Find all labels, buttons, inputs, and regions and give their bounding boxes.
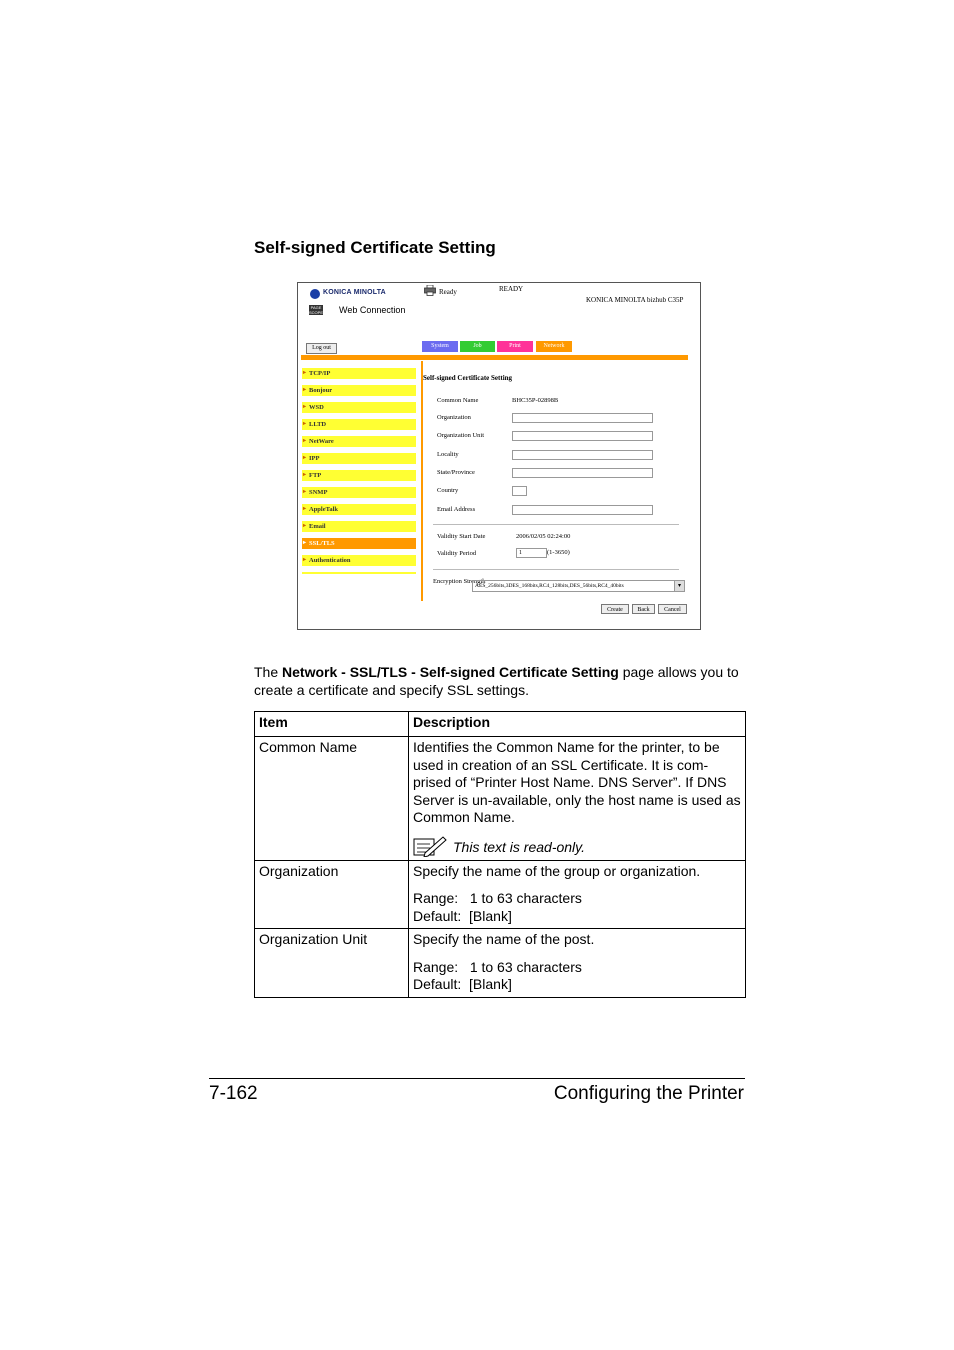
encryption-strength-label: Encryption Strength: [433, 578, 486, 585]
tab-network[interactable]: Network: [536, 341, 572, 352]
item-cell: Organization Unit: [255, 929, 409, 998]
range-text: Range: 1 to 63 characters: [413, 890, 582, 906]
chevron-down-icon[interactable]: ▾: [674, 581, 684, 591]
app-name: Web Connection: [339, 305, 406, 315]
validity-start-value: 2006/02/05 02:24:00: [516, 533, 571, 540]
state-input[interactable]: [512, 468, 653, 478]
column-header-description: Description: [409, 712, 746, 737]
form-divider-2: [433, 569, 679, 570]
encryption-strength-value: AES_256bits,3DES_168bits,RC4_128bits,DES_56bits,RC4_40bits: [475, 583, 624, 589]
nav-item-tcpip[interactable]: ▸ TCP/IP: [302, 368, 416, 379]
back-button[interactable]: Back: [632, 604, 655, 614]
country-label: Country: [437, 487, 459, 494]
tab-system[interactable]: System: [422, 341, 458, 352]
common-name-label: Common Name: [437, 397, 479, 404]
konica-minolta-logo-icon: [310, 289, 320, 299]
intro-paragraph: [254, 664, 746, 699]
description-text: Identifies the Common Name for the printer, to be used in creation of an SSL Certificate. It is com- prised of “Printer Host Name. DNS Server”. If DNS Server is un-available, only the host name is used as Common Name.: [413, 739, 741, 825]
status-text: READY: [499, 285, 524, 293]
table-row: [255, 737, 746, 861]
column-header-item: Item: [255, 712, 409, 737]
create-button[interactable]: Create: [601, 604, 629, 614]
table-row: [255, 860, 746, 929]
brand-name: KONICA MINOLTA: [323, 289, 386, 296]
intro-text-end: page allows you to create a certificate and specify SSL settings.: [254, 664, 739, 698]
description-cell: [409, 860, 746, 929]
organization-label: Organization: [437, 414, 471, 421]
intro-text-start: The: [254, 664, 283, 680]
settings-table: [254, 711, 746, 998]
note-pencil-icon: [413, 835, 447, 857]
tab-job[interactable]: Job: [460, 341, 495, 352]
validity-period-range: (1-3650): [547, 549, 570, 556]
web-connection-screenshot: [297, 282, 701, 630]
country-input[interactable]: [512, 486, 527, 496]
range-default: [413, 959, 741, 994]
note-text: This text is read-only.: [453, 839, 586, 855]
default-text: Default: [Blank]: [413, 907, 512, 924]
footer-title: Configuring the Printer: [553, 1083, 744, 1104]
printer-icon: [424, 285, 436, 296]
item-cell: Common Name: [255, 737, 409, 861]
tab-underline-bar: [301, 355, 688, 360]
encryption-strength-select[interactable]: [472, 580, 685, 592]
table-row: [255, 929, 746, 998]
tab-print[interactable]: Print: [497, 341, 533, 352]
organization-input[interactable]: [512, 413, 653, 423]
nav-item-ssl-tls[interactable]: ▸ SSL/TLS: [302, 538, 416, 549]
email-input[interactable]: [512, 505, 653, 515]
nav-bottom-rule: [302, 572, 416, 574]
organization-unit-label: Organization Unit: [437, 432, 484, 439]
intro-page-path: Network - SSL/TLS - Self-signed Certificate Setting: [282, 664, 619, 680]
description-text: Specify the name of the post.: [413, 931, 595, 947]
nav-item-ftp[interactable]: ▸ FTP: [302, 470, 416, 481]
nav-item-snmp[interactable]: ▸ SNMP: [302, 487, 416, 498]
common-name-value: BHC35P-02898B: [512, 397, 559, 404]
locality-input[interactable]: [512, 450, 653, 460]
validity-period-input[interactable]: 1: [516, 548, 547, 558]
validity-period-label: Validity Period: [437, 550, 477, 557]
default-text: Default: [Blank]: [413, 976, 512, 992]
sidebar-divider: [421, 361, 423, 601]
email-label: Email Address: [437, 506, 476, 513]
validity-start-label: Validity Start Date: [437, 533, 486, 540]
footer-rule: [209, 1078, 745, 1079]
nav-item-wsd[interactable]: ▸ WSD: [302, 402, 416, 413]
printer-model: KONICA MINOLTA bizhub C35P: [586, 296, 684, 304]
range-default: [413, 890, 741, 925]
nav-item-email[interactable]: ▸ Email: [302, 521, 416, 532]
range-text: Range: 1 to 63 characters: [413, 958, 582, 975]
note: [413, 835, 741, 857]
logout-button[interactable]: Log out: [306, 343, 337, 354]
form-divider-1: [433, 524, 679, 525]
status-ready: Ready: [439, 288, 457, 296]
state-label: State/Province: [437, 469, 475, 476]
cancel-button[interactable]: Cancel: [658, 604, 687, 614]
nav-item-lltd[interactable]: ▸ LLTD: [302, 419, 416, 430]
description-cell: [409, 929, 746, 998]
section-title: Self-signed Certificate Setting: [254, 238, 496, 257]
nav-item-ipp[interactable]: ▸ IPP: [302, 453, 416, 464]
nav-item-netware[interactable]: ▸ NetWare: [302, 436, 416, 447]
description-text: Specify the name of the group or organization.: [413, 862, 701, 879]
nav-item-bonjour[interactable]: ▸ Bonjour: [302, 385, 416, 396]
nav-item-appletalk[interactable]: ▸ AppleTalk: [302, 504, 416, 515]
item-cell: Organization: [255, 860, 409, 929]
form-title: Self-signed Certificate Setting: [423, 374, 513, 382]
nav-item-authentication[interactable]: ▸ Authentication: [302, 555, 416, 566]
description-cell: [409, 737, 746, 861]
locality-label: Locality: [437, 451, 459, 458]
pagescope-badge: PAGE SCOPE: [309, 305, 324, 315]
organization-unit-input[interactable]: [512, 431, 653, 441]
page-number: 7-162: [209, 1083, 258, 1104]
